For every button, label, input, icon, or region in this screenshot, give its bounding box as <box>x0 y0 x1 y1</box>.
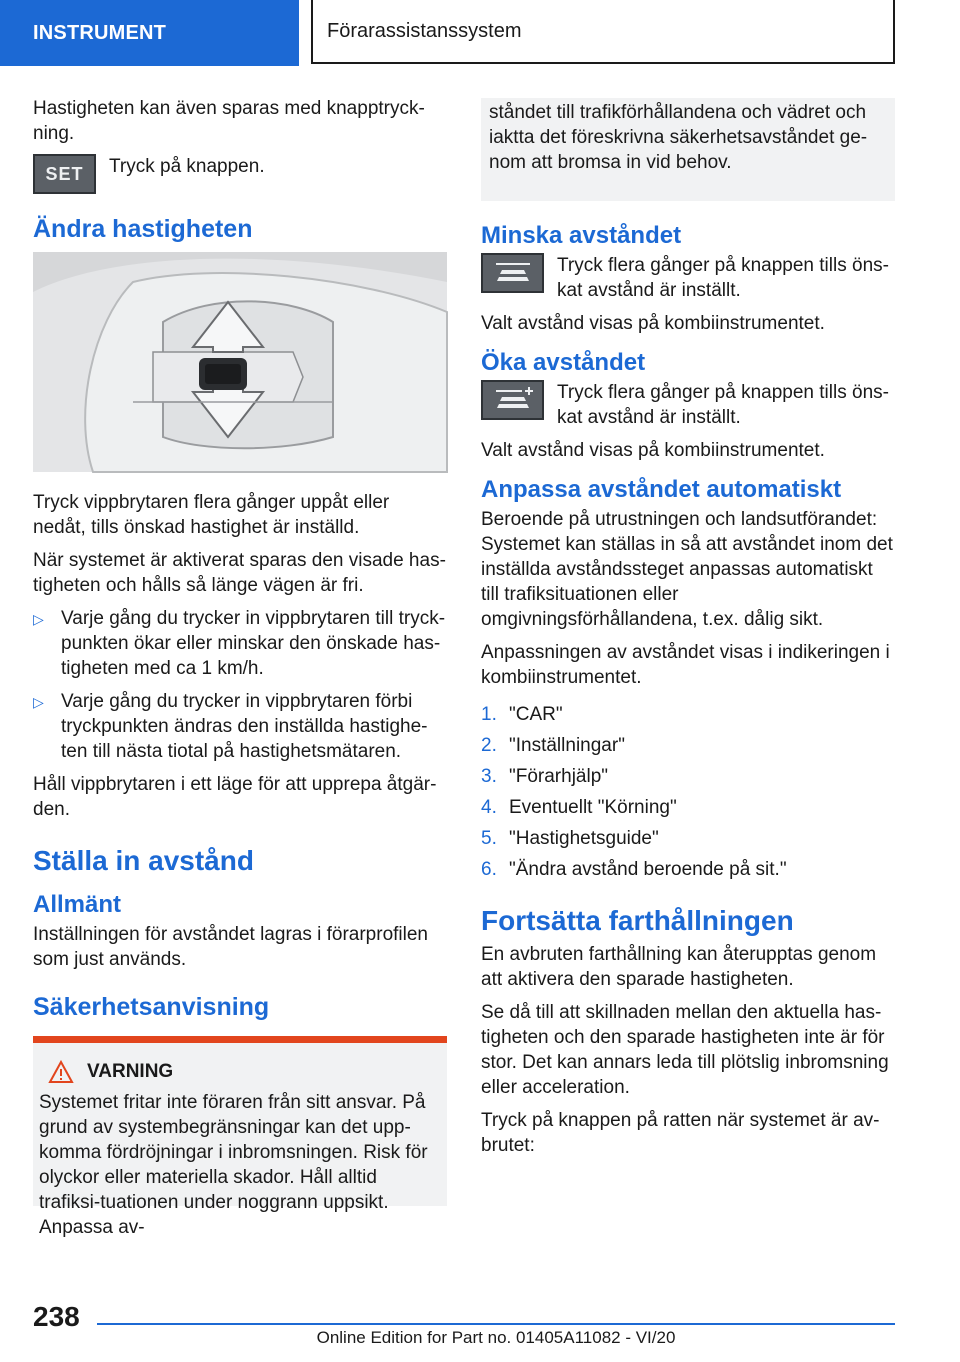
step-text: "Inställningar" <box>509 735 625 756</box>
step-text: "Ändra avstånd beroende på sit." <box>509 859 787 880</box>
warning-box <box>33 1036 447 1238</box>
paragraph: Se då till att skillnaden mellan den aktuella has-tigheten och den sparade hastigheten inte är för stor. Det kan annars leda till plötslig inbromsning eller acceleration. <box>481 1002 889 1098</box>
step-number: 4. <box>481 797 497 818</box>
warning-text-continued: ståndet till trafikförhållandena och vädret och iaktta det föreskrivna säkerhetsavståndet ge-nom att bromsa in vid behov. <box>489 102 868 173</box>
list-item-text: Varje gång du trycker in vippbrytaren till tryck-punkten ökar eller minskar den önskade has-tigheten med ca 1 km/h. <box>61 608 446 679</box>
paragraph: Tryck på knappen på ratten när systemet är av-brutet: <box>481 1110 880 1156</box>
heading-minska-avstandet: Minska avståndet <box>481 222 682 249</box>
paragraph: Hastigheten kan även sparas med knapptryck-ning. <box>33 98 425 144</box>
chapter-title: Förarassistanssystem <box>311 0 895 64</box>
step-number: 1. <box>481 704 497 725</box>
triangle-bullet-icon: ▷ <box>33 694 44 710</box>
numbered-steps <box>481 702 895 882</box>
oka-instruction-row <box>481 380 895 430</box>
footer-divider <box>97 1323 895 1325</box>
page-number: 238 <box>33 1301 80 1332</box>
list-item <box>33 606 447 681</box>
list-item <box>481 857 895 882</box>
left-column <box>33 96 447 1238</box>
warning-continuation-box <box>481 98 895 201</box>
step-text: "Hastighetsguide" <box>509 828 659 849</box>
warning-triangle-icon <box>49 1061 73 1083</box>
paragraph: Inställningen för avståndet lagras i förarprofilen som just används. <box>33 924 429 970</box>
paragraph: Tryck vippbrytaren flera gånger uppåt eller nedåt, tills önskad hastighet är inställd. <box>33 492 390 538</box>
step-text: Eventuellt "Körning" <box>509 797 677 818</box>
heading-andra-hastigheten: Ändra hastigheten <box>33 215 253 243</box>
paragraph: Håll vippbrytaren i ett läge för att upprepa åtgär-den. <box>33 774 437 820</box>
list-item <box>481 702 895 727</box>
paragraph: En avbruten farthållning kan återupptas genom att aktivera den sparade hastigheten. <box>481 944 877 990</box>
step-text: "Förarhjälp" <box>509 766 609 787</box>
set-instruction-row <box>33 154 447 194</box>
paragraph: Beroende på utrustningen och landsutförandet: Systemet kan ställas in så att avståndet inom det inställda avståndssteget anpassas automatiskt till trafiksituationen eller omgivningsförhållandena, t.ex. dålig sikt. <box>481 509 893 630</box>
step-number: 6. <box>481 859 497 880</box>
list-item <box>481 795 895 820</box>
paragraph: Anpassningen av avståndet visas i indikeringen i kombiinstrumentet. <box>481 642 890 688</box>
list-item <box>481 764 895 789</box>
right-column <box>481 104 895 1166</box>
step-number: 3. <box>481 766 497 787</box>
paragraph: När systemet är aktiverat sparas den visade has-tigheten och hålls så länge vägen är fri. <box>33 550 446 596</box>
set-button-icon: SET <box>33 154 96 194</box>
list-item <box>481 733 895 758</box>
paragraph: Valt avstånd visas på kombiinstrumentet. <box>481 313 825 334</box>
warning-label: VARNING <box>87 1061 174 1082</box>
warning-text: Systemet fritar inte föraren från sitt ansvar. På grund av systembegränsningar kan det upp-komma fördröjningar i inbromsningen. Risk för olyckor eller materiella skador. Håll alltid trafiksi-tuationen under noggrann uppsikt. Anpassa av- <box>39 1092 428 1238</box>
instruction-text: Tryck flera gånger på knappen tills öns-kat avstånd är inställt. <box>557 255 889 301</box>
heading-allmant: Allmänt <box>33 891 122 918</box>
page-header <box>0 0 960 66</box>
instruction-text: Tryck flera gånger på knappen tills öns-kat avstånd är inställt. <box>557 382 889 428</box>
distance-increase-button-icon <box>481 380 544 420</box>
heading-oka-avstandet: Öka avståndet <box>481 349 646 376</box>
triangle-bullet-icon: ▷ <box>33 611 44 627</box>
instruction-text: Tryck på knappen. <box>109 156 265 177</box>
list-item <box>33 689 447 764</box>
edition-text: Online Edition for Part no. 01405A11082 - VI/20 <box>316 1328 676 1347</box>
step-number: 2. <box>481 735 497 756</box>
steering-wheel-rocker-switch-photo <box>33 252 447 472</box>
heading-anpassa-avstandet: Anpassa avståndet automatiskt <box>481 476 842 503</box>
list-item <box>481 826 895 851</box>
heading-sakerhetsanvisning: Säkerhetsanvisning <box>33 993 270 1021</box>
warning-title <box>49 1059 441 1084</box>
step-text: "CAR" <box>509 704 563 725</box>
heading-stalla-in-avstand: Ställa in avstånd <box>33 845 254 876</box>
heading-fortsatta-farthallningen: Fortsätta farthållningen <box>481 905 794 936</box>
list-item-text: Varje gång du trycker in vippbrytaren förbi tryckpunkten ändras den inställda hastighe-ten till nästa tiotal på hastighetsmätaren. <box>61 691 428 762</box>
step-number: 5. <box>481 828 497 849</box>
minska-instruction-row <box>481 253 895 303</box>
paragraph: Valt avstånd visas på kombiinstrumentet. <box>481 440 825 461</box>
section-tab: INSTRUMENT <box>0 0 299 66</box>
distance-decrease-button-icon <box>481 253 544 293</box>
